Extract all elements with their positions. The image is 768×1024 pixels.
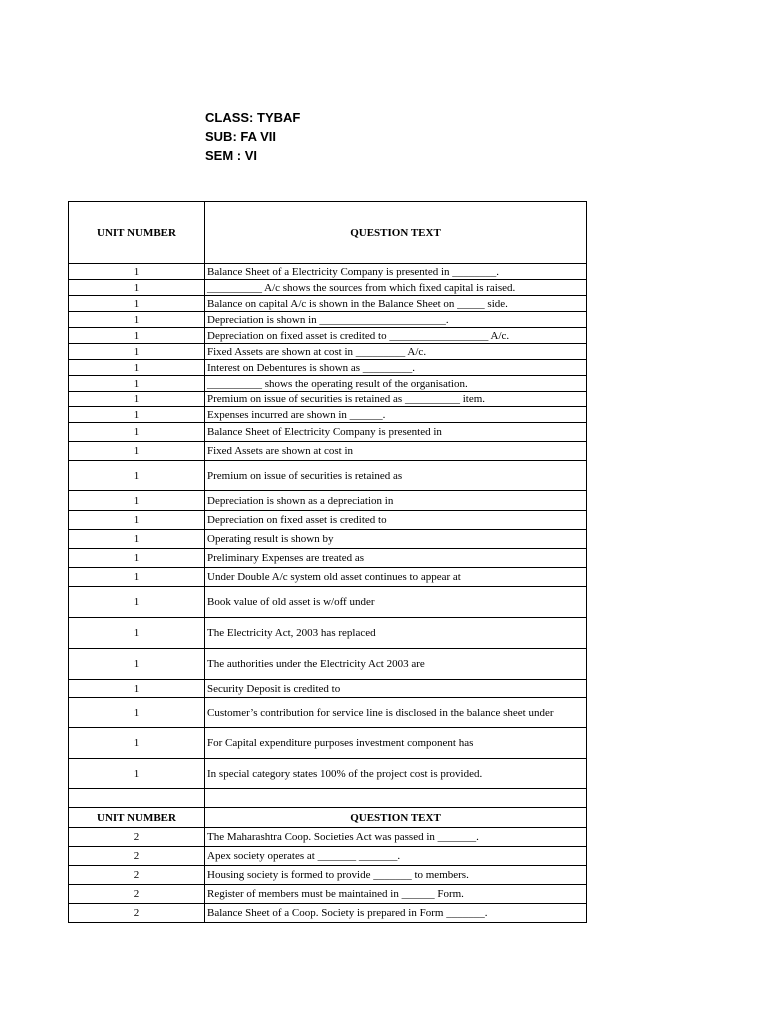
table-row bbox=[69, 328, 587, 344]
question-text-cell: Premium on issue of securities is retained as bbox=[205, 461, 587, 491]
unit-number-cell: 1 bbox=[69, 649, 205, 680]
blank-row bbox=[69, 789, 587, 808]
unit-number-cell: 1 bbox=[69, 376, 205, 392]
question-text-cell: In special category states 100% of the project cost is provided. bbox=[205, 759, 587, 789]
unit-number-cell: 1 bbox=[69, 392, 205, 407]
table-row bbox=[69, 344, 587, 360]
unit-number-cell: 1 bbox=[69, 759, 205, 789]
table-row bbox=[69, 491, 587, 511]
question-text-cell: Balance Sheet of a Coop. Society is prepared in Form _______. bbox=[205, 904, 587, 923]
table-row bbox=[69, 376, 587, 392]
unit-number-cell: 1 bbox=[69, 728, 205, 759]
unit-number-cell: 1 bbox=[69, 618, 205, 649]
table-row bbox=[69, 392, 587, 407]
table-row bbox=[69, 649, 587, 680]
question-text-cell: The Maharashtra Coop. Societies Act was passed in _______. bbox=[205, 828, 587, 847]
question-text-cell: Under Double A/c system old asset continues to appear at bbox=[205, 568, 587, 587]
blank-cell bbox=[205, 789, 587, 808]
table-row bbox=[69, 442, 587, 461]
blank-cell bbox=[69, 789, 205, 808]
unit-number-header: UNIT NUMBER bbox=[69, 808, 205, 828]
table-row bbox=[69, 904, 587, 923]
table-row bbox=[69, 847, 587, 866]
table-row bbox=[69, 728, 587, 759]
unit-number-cell: 1 bbox=[69, 698, 205, 728]
unit-number-cell: 1 bbox=[69, 442, 205, 461]
question-text-cell: For Capital expenditure purposes investment component has bbox=[205, 728, 587, 759]
question-text-cell: Security Deposit is credited to bbox=[205, 680, 587, 698]
unit-number-header: UNIT NUMBER bbox=[69, 202, 205, 264]
header-row bbox=[69, 202, 587, 264]
semester-line: SEM : VI bbox=[205, 148, 258, 163]
question-text-header: QUESTION TEXT bbox=[205, 808, 587, 828]
unit-number-cell: 1 bbox=[69, 328, 205, 344]
question-text-cell: Expenses incurred are shown in ______. bbox=[205, 407, 587, 423]
unit-number-cell: 1 bbox=[69, 280, 205, 296]
table-row bbox=[69, 759, 587, 789]
table-row bbox=[69, 698, 587, 728]
table-row bbox=[69, 568, 587, 587]
unit-number-cell: 2 bbox=[69, 828, 205, 847]
question-text-cell: Depreciation is shown in _______________________. bbox=[205, 312, 587, 328]
question-text-cell: Operating result is shown by bbox=[205, 530, 587, 549]
question-text-cell: Housing society is formed to provide _______ to members. bbox=[205, 866, 587, 885]
question-text-cell: Depreciation on fixed asset is credited to __________________ A/c. bbox=[205, 328, 587, 344]
question-text-cell: Apex society operates at _______ _______. bbox=[205, 847, 587, 866]
document-header bbox=[205, 108, 300, 165]
question-table bbox=[68, 201, 587, 923]
unit-number-cell: 1 bbox=[69, 530, 205, 549]
table-row bbox=[69, 680, 587, 698]
table-row bbox=[69, 587, 587, 618]
table-row bbox=[69, 618, 587, 649]
table-row bbox=[69, 264, 587, 280]
question-text-header: QUESTION TEXT bbox=[205, 202, 587, 264]
unit-number-cell: 1 bbox=[69, 312, 205, 328]
unit-number-cell: 1 bbox=[69, 568, 205, 587]
header-row-unit-2 bbox=[69, 808, 587, 828]
question-text-cell: Depreciation on fixed asset is credited to bbox=[205, 511, 587, 530]
question-text-cell: The Electricity Act, 2003 has replaced bbox=[205, 618, 587, 649]
unit-number-cell: 2 bbox=[69, 847, 205, 866]
table-row bbox=[69, 280, 587, 296]
table-row bbox=[69, 360, 587, 376]
table-row bbox=[69, 866, 587, 885]
subject-line: SUB: FA VII bbox=[205, 129, 277, 144]
unit-number-cell: 1 bbox=[69, 407, 205, 423]
table-row bbox=[69, 885, 587, 904]
table-row bbox=[69, 312, 587, 328]
unit-number-cell: 1 bbox=[69, 296, 205, 312]
question-text-cell: Balance on capital A/c is shown in the Balance Sheet on _____ side. bbox=[205, 296, 587, 312]
unit-number-cell: 1 bbox=[69, 360, 205, 376]
unit-number-cell: 1 bbox=[69, 461, 205, 491]
table-row bbox=[69, 461, 587, 491]
question-text-cell: Preliminary Expenses are treated as bbox=[205, 549, 587, 568]
unit-number-cell: 1 bbox=[69, 680, 205, 698]
table-row bbox=[69, 530, 587, 549]
unit-number-cell: 1 bbox=[69, 264, 205, 280]
table-row bbox=[69, 549, 587, 568]
question-text-cell: Book value of old asset is w/off under bbox=[205, 587, 587, 618]
question-text-cell: __________ A/c shows the sources from which fixed capital is raised. bbox=[205, 280, 587, 296]
question-text-cell: Fixed Assets are shown at cost in _________ A/c. bbox=[205, 344, 587, 360]
question-text-cell: Register of members must be maintained in ______ Form. bbox=[205, 885, 587, 904]
question-text-cell: Depreciation is shown as a depreciation in bbox=[205, 491, 587, 511]
question-text-cell: The authorities under the Electricity Act 2003 are bbox=[205, 649, 587, 680]
unit-number-cell: 1 bbox=[69, 344, 205, 360]
question-text-cell: Interest on Debentures is shown as _________. bbox=[205, 360, 587, 376]
question-text-cell: Fixed Assets are shown at cost in bbox=[205, 442, 587, 461]
unit-number-cell: 2 bbox=[69, 885, 205, 904]
table-row bbox=[69, 407, 587, 423]
table-row bbox=[69, 828, 587, 847]
unit-number-cell: 2 bbox=[69, 904, 205, 923]
unit-number-cell: 1 bbox=[69, 491, 205, 511]
class-line: CLASS: TYBAF bbox=[205, 110, 301, 125]
question-text-cell: Customer’s contribution for service line is disclosed in the balance sheet under bbox=[205, 698, 587, 728]
question-text-cell: __________ shows the operating result of the organisation. bbox=[205, 376, 587, 392]
unit-number-cell: 1 bbox=[69, 549, 205, 568]
question-text-cell: Balance Sheet of Electricity Company is presented in bbox=[205, 423, 587, 442]
question-text-cell: Premium on issue of securities is retained as __________ item. bbox=[205, 392, 587, 407]
unit-number-cell: 2 bbox=[69, 866, 205, 885]
table-row bbox=[69, 511, 587, 530]
unit-number-cell: 1 bbox=[69, 587, 205, 618]
unit-number-cell: 1 bbox=[69, 511, 205, 530]
table-row bbox=[69, 423, 587, 442]
table-row bbox=[69, 296, 587, 312]
unit-number-cell: 1 bbox=[69, 423, 205, 442]
question-text-cell: Balance Sheet of a Electricity Company is presented in ________. bbox=[205, 264, 587, 280]
